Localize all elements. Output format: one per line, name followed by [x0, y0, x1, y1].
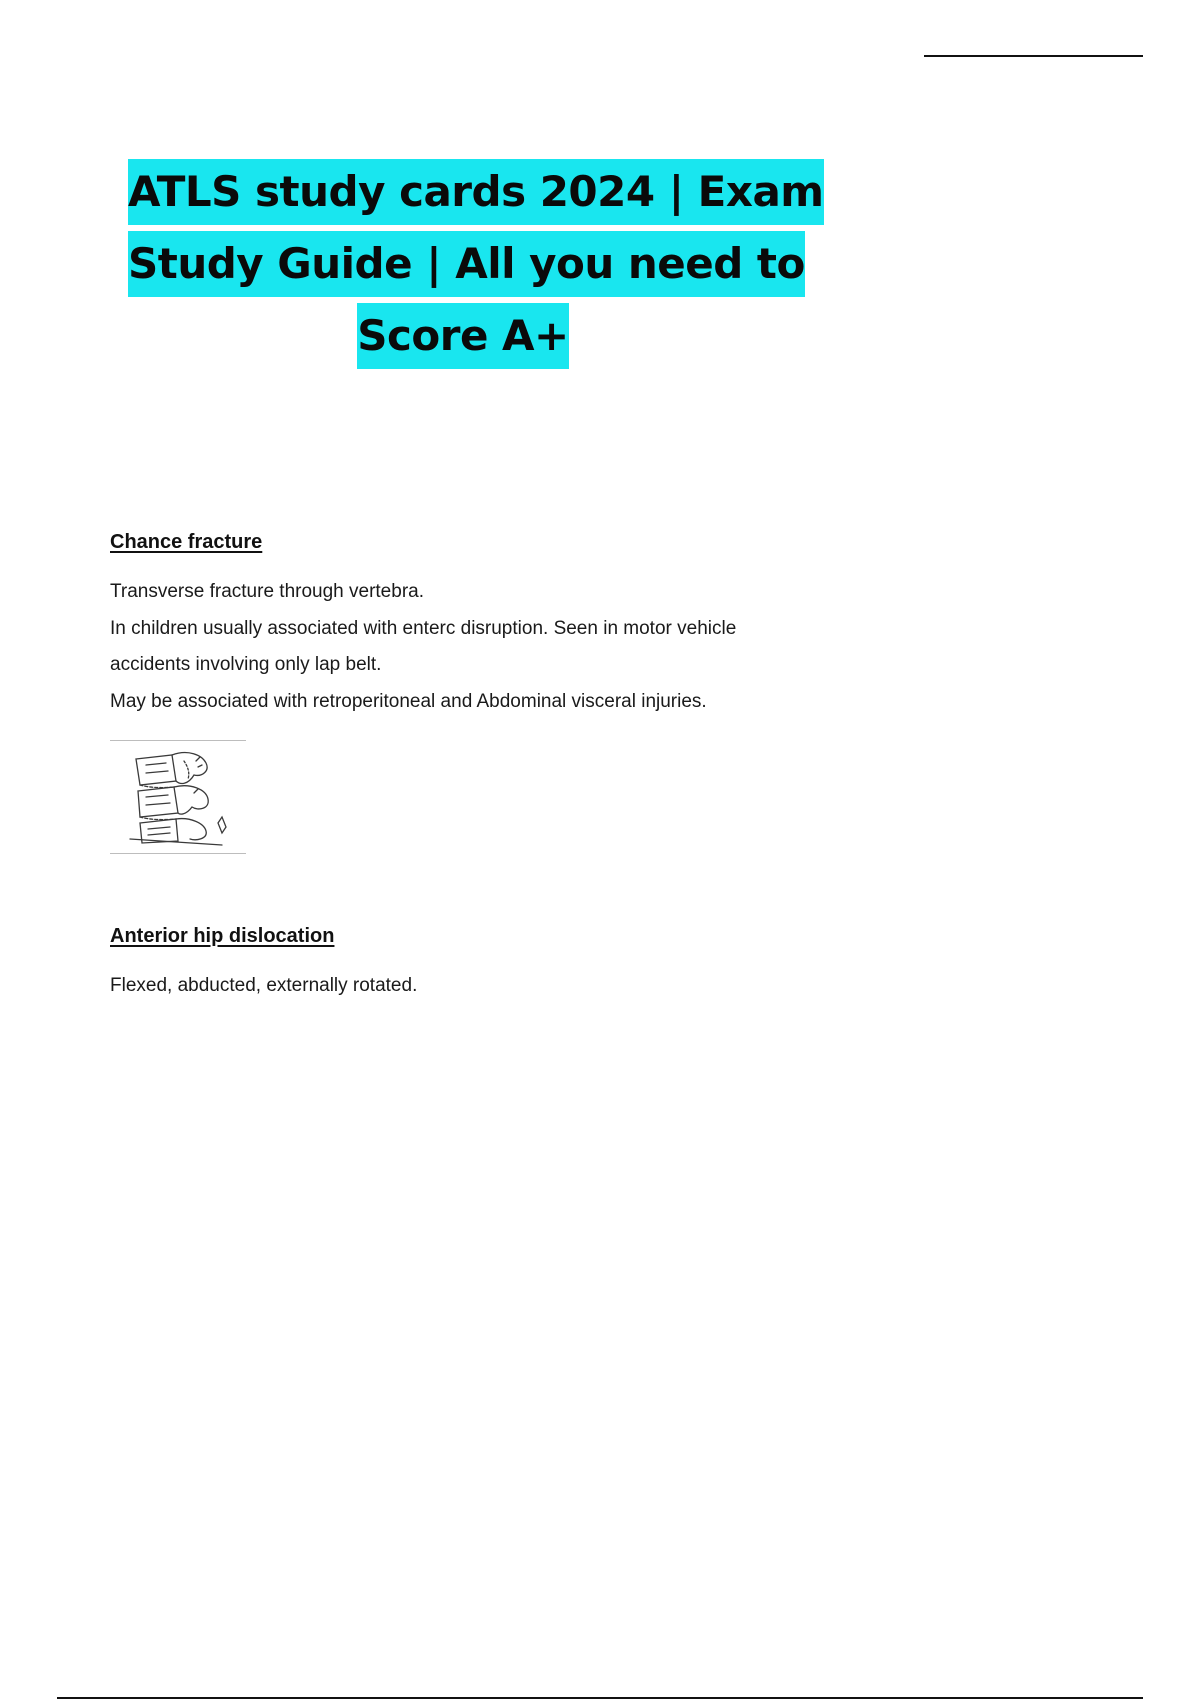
title-line-3: Score A+ [357, 303, 569, 369]
section-body [110, 968, 870, 1005]
section-body [110, 574, 870, 720]
spine-vertebra-sketch-icon [110, 740, 246, 854]
section-chance-fracture [110, 531, 870, 720]
body-line: Transverse fracture through vertebra. [110, 581, 424, 602]
body-line: In children usually associated with enterc disruption. Seen in motor vehicle [110, 617, 737, 639]
header-rule [924, 55, 1143, 57]
body-line: Flexed, abducted, externally rotated. [110, 975, 418, 996]
footer-rule [57, 1697, 1143, 1699]
section-heading: Anterior hip dislocation [110, 925, 335, 947]
title-line-2: Study Guide | All you need to [128, 231, 805, 297]
section-heading: Chance fracture [110, 531, 263, 553]
body-line: May be associated with retroperitoneal and Abdominal visceral injuries. [110, 690, 707, 712]
document-title [128, 156, 824, 372]
body-line: accidents involving only lap belt. [110, 654, 382, 675]
section-anterior-hip-dislocation [110, 925, 870, 1005]
title-line-1: ATLS study cards 2024 | Exam [128, 159, 824, 225]
